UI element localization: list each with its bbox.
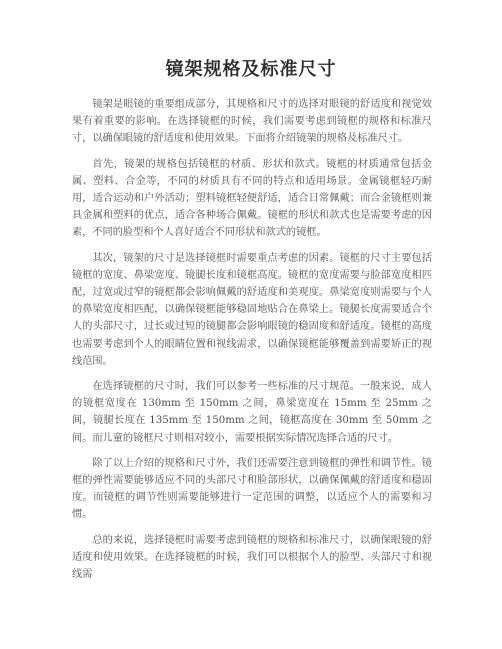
- paragraph-sizes: 其次，镜架的尺寸是选择镜框时需要重点考虑的因素。镜框的尺寸主要包括镜框的宽度、鼻梁宽度、镜腿长度和镜框高度。镜框的宽度需要与脸部宽度相匹配，过宽或过窄的镜框都会影响佩戴的舒适度和美观度。鼻梁宽度则需要与个人的鼻梁宽度相匹配，以确保镜框能够稳固地贴合在鼻梁上。镜腿长度需要适合个人的头部尺寸，过长或过短的镜腿都会影响眼镜的稳固度和舒适度。镜框的高度也需要考虑到个人的眼睛位置和视线需求，以确保镜框能够覆盖到需要矫正的视线范围。: [72, 252, 432, 367]
- paragraph-intro: 镜架是眼镜的重要组成部分，其规格和尺寸的选择对眼镜的舒适度和视觉效果有着重要的影响。在选择镜框的时候，我们需要考虑到镜框的规格和标准尺寸，以确保眼镜的舒适度和使用效果。下面将介绍镜架的规格及标准尺寸。: [72, 99, 432, 145]
- paragraph-standard-sizes: 在选择镜框的尺寸时，我们可以参考一些标准的尺寸规范。一般来说，成人的镜框宽度在 130mm 至 150mm 之间，鼻梁宽度在 15mm 至 25mm 之间，镜腿长度在 135mm 至 150mm 之间，镜框高度在 30mm 至 50mm 之间。而儿童的镜框尺寸则相对较小，需要根据实际情况选择合适的尺寸。: [72, 381, 432, 444]
- paragraph-summary: 总的来说，选择镜框时需要考虑到镜框的规格和标准尺寸，以确保眼镜的舒适度和使用效果。在选择镜框的时候，我们可以根据个人的脸型、头部尺寸和视线需: [72, 534, 432, 581]
- document-body: [72, 96, 432, 591]
- paragraph-specifications: 首先，镜架的规格包括镜框的材质、形状和款式。镜框的材质通常包括金属、塑料、合金等，不同的材质具有不同的特点和适用场景。金属镜框轻巧耐用，适合运动和户外活动；塑料镜框轻便舒适，适合日常佩戴；而合金镜框则兼具金属和塑料的优点，适合各种场合佩戴。镜框的形状和款式也是需要考虑的因素，不同的脸型和个人喜好适合不同形状和款式的镜框。: [72, 158, 432, 239]
- paragraph-elasticity: 除了以上介绍的规格和尺寸外，我们还需要注意到镜框的弹性和调节性。镜框的弹性需要能够适应不同的头部尺寸和脸部形状，以确保佩戴的舒适度和稳固度。而镜框的调节性则需要能够进行一定范围的调整，以适应个人的需要和习惯。: [72, 457, 432, 521]
- document-title: 镜架规格及标准尺寸: [165, 59, 337, 80]
